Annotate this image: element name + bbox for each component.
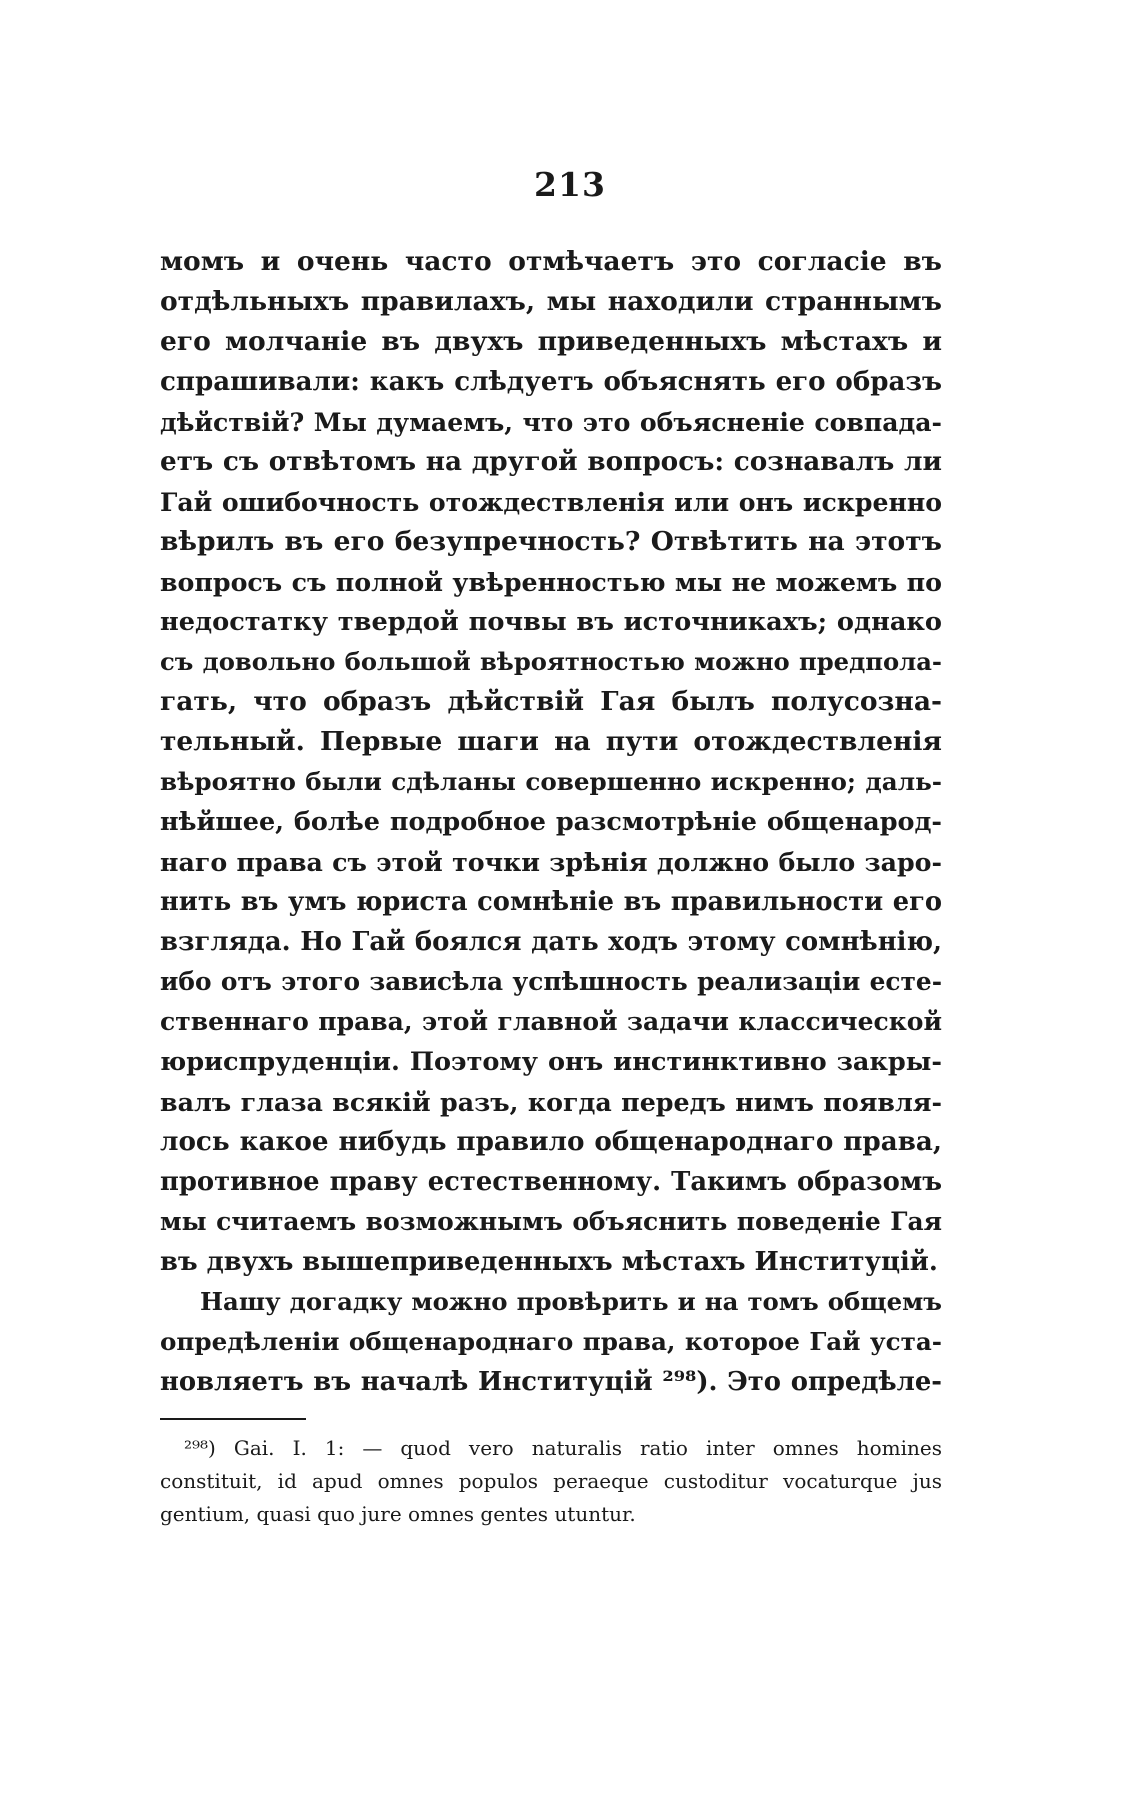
footnote-line: constituit, id apud omnes populos peraeque custoditur vocaturque jus	[160, 1469, 942, 1493]
text-line: етъ съ отвѣтомъ на другой вопросъ: сознавалъ ли	[160, 446, 942, 477]
footnotes	[160, 1432, 942, 1531]
body-text	[160, 242, 942, 1402]
text-line: наго права съ этой точки зрѣнія должно было заро-	[160, 847, 942, 877]
text-line: недостатку твердой почвы въ источникахъ; однако	[160, 607, 942, 637]
text-line: новляетъ въ началѣ Институцій ²⁹⁸). Это опредѣле-	[160, 1367, 942, 1397]
text-line: вѣроятно были сдѣланы совершенно искренно; даль-	[160, 767, 942, 796]
text-line: валъ глаза всякій разъ, когда передъ нимъ появля-	[160, 1087, 942, 1117]
text-line: его молчаніе въ двухъ приведенныхъ мѣстахъ и	[160, 326, 942, 357]
text-line: юриспруденціи. Поэтому онъ инстинктивно закры-	[160, 1047, 942, 1077]
text-line: ибо отъ этого зависѣла успѣшность реализаціи есте-	[160, 967, 942, 996]
text-line: лось какое нибудь правило общенароднаго права,	[160, 1126, 942, 1157]
text-line: тельный. Первые шаги на пути отождествленія	[160, 726, 942, 757]
text-line: Гай ошибочность отождествленія или онъ искренно	[160, 487, 942, 517]
text-line: момъ и очень часто отмѣчаетъ это согласіе въ	[160, 246, 942, 277]
text-line: мы считаемъ возможнымъ объяснить поведеніе Гая	[160, 1207, 942, 1236]
text-line: опредѣленіи общенароднаго права, которое Гай уста-	[160, 1327, 942, 1356]
text-line: спрашивали: какъ слѣдуетъ объяснять его образъ	[160, 367, 942, 397]
page-number: 213	[534, 165, 606, 204]
text-line: нѣйшее, болѣе подробное разсмотрѣніе общенарод-	[160, 807, 942, 837]
text-line: гать, что образъ дѣйствій Гая былъ полусозна-	[160, 686, 942, 717]
text-line: вѣрилъ въ его безупречность? Отвѣтить на этотъ	[160, 526, 942, 557]
footnote-divider	[160, 1418, 306, 1420]
text-line: нить въ умъ юриста сомнѣніе въ правильности его	[160, 887, 942, 917]
text-line: отдѣльныхъ правилахъ, мы находили страннымъ	[160, 286, 942, 317]
footnote-line: ²⁹⁸) Gai. I. 1: — quod vero naturalis ratio inter omnes homines	[184, 1436, 942, 1460]
text-line: противное праву естественному. Такимъ образомъ	[160, 1167, 942, 1197]
text-line: вопросъ съ полной увѣренностью мы не можемъ по	[160, 567, 942, 597]
text-line: въ двухъ вышеприведенныхъ мѣстахъ Институцій.	[160, 1247, 938, 1277]
text-line: взгляда. Но Гай боялся дать ходъ этому сомнѣнію,	[160, 927, 942, 957]
footnote-line: gentium, quasi quo jure omnes gentes utuntur.	[160, 1502, 636, 1526]
text-line: ственнаго права, этой главной задачи классической	[160, 1007, 942, 1036]
text-line: съ довольно большой вѣроятностью можно предпола-	[160, 647, 942, 676]
text-line: Нашу догадку можно провѣрить и на томъ общемъ	[200, 1287, 942, 1316]
text-line: дѣйствій? Мы думаемъ, что это объясненіе совпада-	[160, 407, 942, 437]
